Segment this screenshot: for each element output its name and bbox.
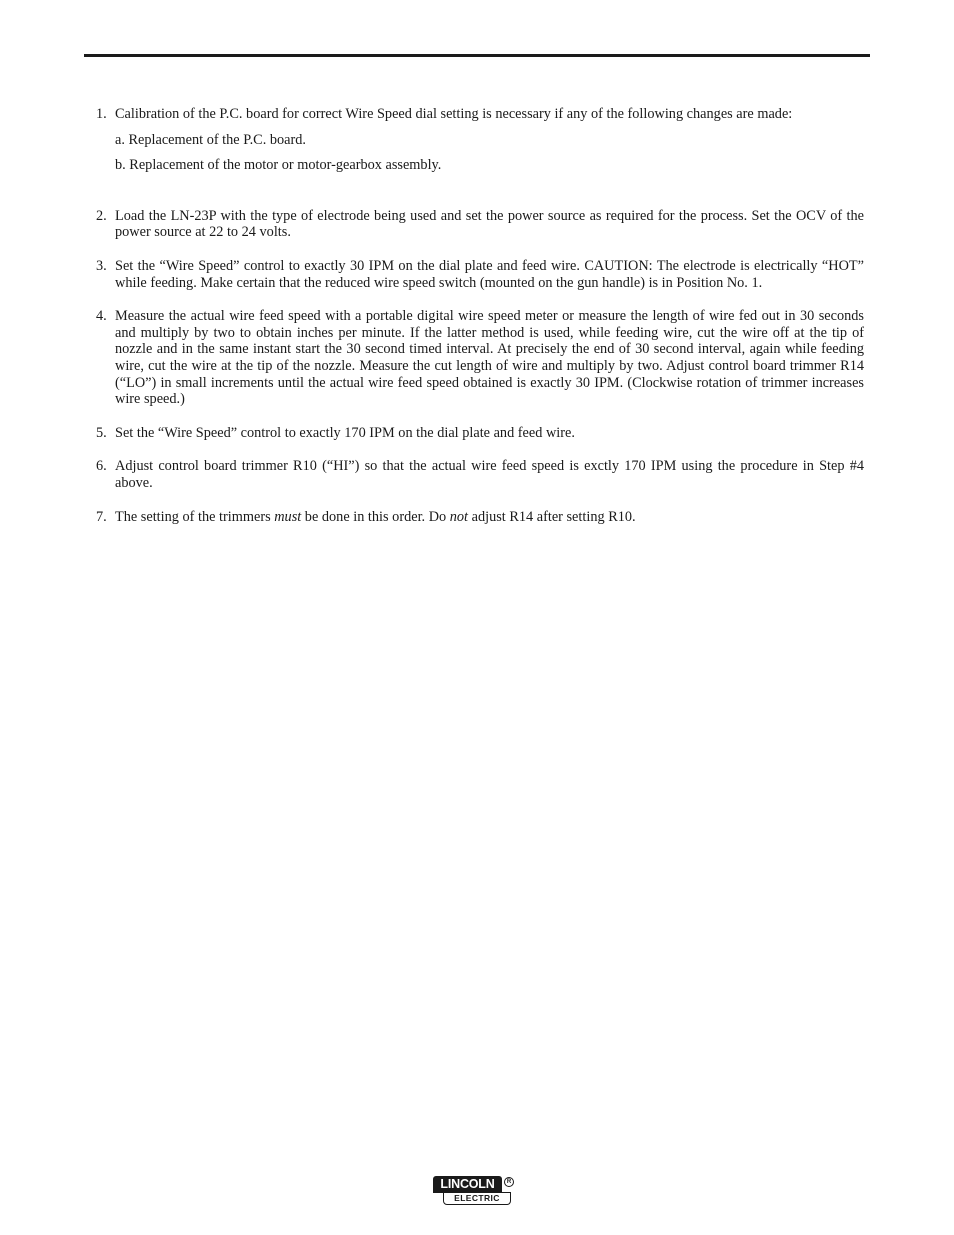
step-text: Set the “Wire Speed” control to exactly 170 IPM on the dial plate and feed wire. [115,424,575,441]
logo-wordmark-top: LINCOLN [433,1176,502,1193]
step-number: 5. [96,424,107,441]
logo-wordmark-bottom: ELECTRIC [443,1192,511,1205]
step-7 [96,509,864,526]
step-number: 4. [96,308,107,325]
step-number: 7. [96,508,107,525]
sub-item-b: b. Replacement of the motor or motor-gearbox assembly. [115,157,442,174]
step-3 [96,258,864,291]
step-text-part: adjust R14 after setting R10. [468,508,636,525]
lincoln-electric-logo [433,1176,513,1205]
step-text-part: be done in this order. Do [301,508,450,525]
step-number: 2. [96,207,107,224]
step-2 [96,208,864,241]
calibration-steps [96,106,864,525]
emphasis-not: not [449,508,469,525]
step-text: Measure the actual wire feed speed with a portable digital wire speed meter or measure the length of wire fed out in 30 seconds and multiply by two to obtain inches per minute. If the latter method is used, while feeding wire, cut the wire off at the tip of nozzle and in the same instant start the 30 second timed interval. At precisely the end of 30 second interval, again while feeding wire, cut the wire at the tip of the nozzle. Measure the cut length of wire and multiply by two. Adjust control board trimmer R14 (“LO”) in small increments until the actual wire feed speed obtained is exactly 30 IPM. (Clockwise rotation of trimmer increases wire speed.) [115,308,864,408]
step-text: Set the “Wire Speed” control to exactly 30 IPM on the dial plate and feed wire. CAUTION: The electrode is electrically “HOT” while feeding. Make certain that the reduced wire speed switch (mounted on the gun handle) is in Position No. 1. [115,257,864,291]
header-rule [84,54,870,57]
step-number: 6. [96,458,107,475]
step-text: Load the LN-23P with the type of electrode being used and set the power source as required for the process. Set the OCV of the power source at 22 to 24 volts. [115,207,864,241]
step-number: 3. [96,257,107,274]
step-number: 1. [96,106,107,122]
sub-item-a: a. Replacement of the P.C. board. [115,131,306,148]
step-5 [96,425,864,442]
registered-mark-icon: R [504,1177,514,1187]
step-1 [96,106,864,174]
step-6 [96,458,864,491]
step-text [115,509,864,526]
step-4 [96,308,864,408]
step-text: Calibration of the P.C. board for correct Wire Speed dial setting is necessary if any of the following changes are made: [115,106,793,122]
step-body [115,106,864,174]
emphasis-must: must [274,508,302,525]
step-text-part: The setting of the trimmers [115,508,275,525]
step-text: Adjust control board trimmer R10 (“HI”) so that the actual wire feed speed is exctly 170 IPM using the procedure in Step #4 above. [115,458,864,491]
